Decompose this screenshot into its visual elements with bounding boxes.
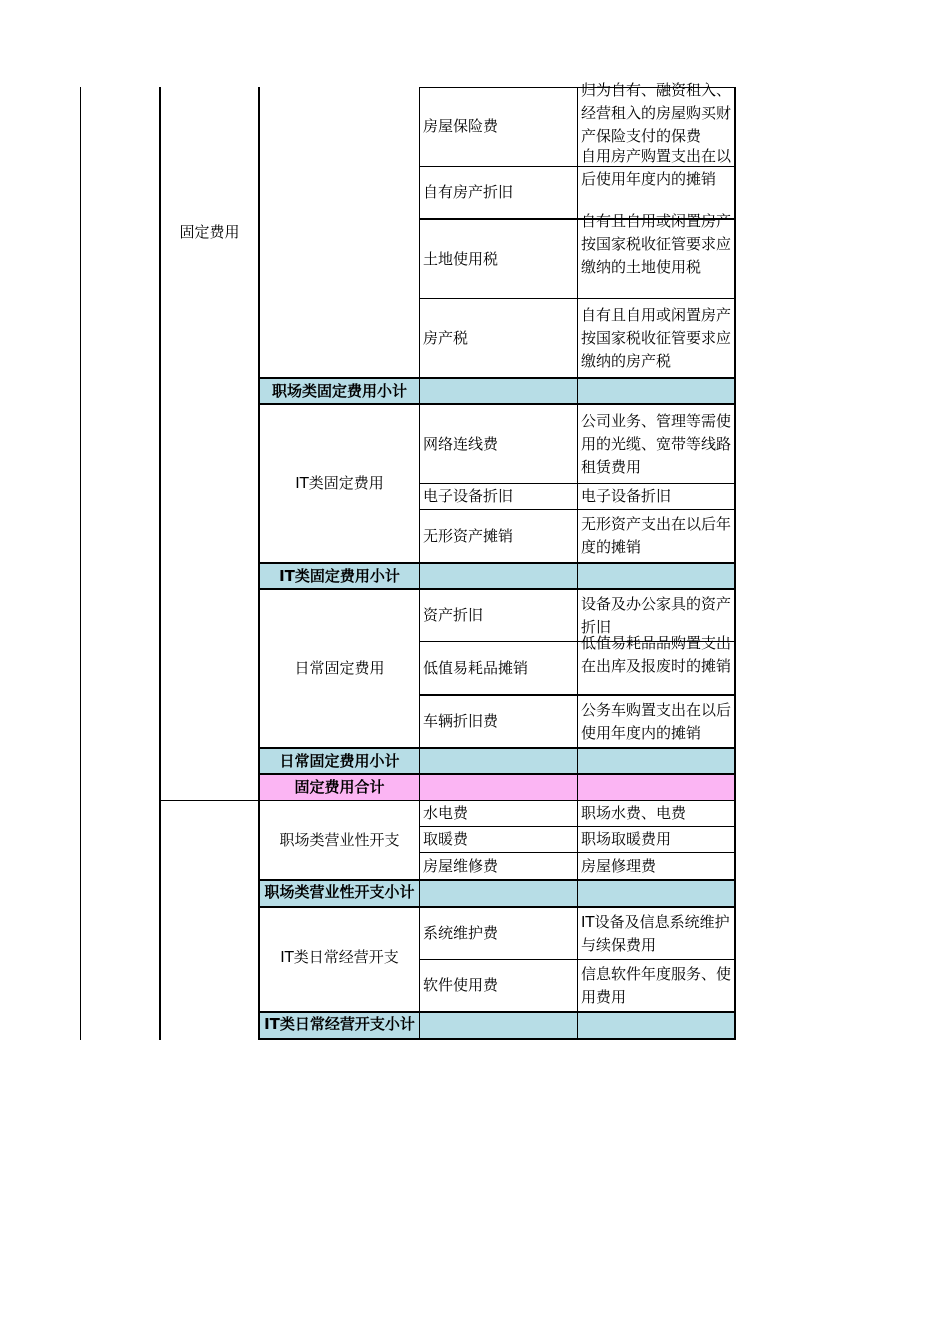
- item-name-software-usage: 软件使用费: [423, 976, 499, 994]
- it-fixed-subtotal: IT类固定费用小计: [279, 566, 400, 585]
- it-operating-category: IT类日常经营开支: [280, 947, 399, 966]
- item-desc-heating: 职场取暖费用: [581, 830, 672, 848]
- col-line-1: [80, 87, 81, 1040]
- it-operating-subtotal: IT类日常经营开支小计: [264, 1014, 415, 1033]
- item-name-property-tax: 房产税: [423, 328, 469, 347]
- daily-fixed-subtotal: 日常固定费用小计: [279, 751, 400, 770]
- item-name-building-insurance: 房屋保险费: [423, 117, 499, 135]
- item-desc-software-usage: 信息软件年度服务、使用费用: [581, 964, 732, 1006]
- item-name-building-repair: 房屋维修费: [423, 856, 499, 875]
- item-desc-property-depreciation: 自用房产购置支出在以后使用年度内的摊销: [581, 147, 732, 188]
- item-desc-building-insurance: 归为自有、融资租入、经营租入的房屋购买财产保险支付的保费: [581, 81, 732, 145]
- item-desc-asset-depreciation: 设备及办公家具的资产折旧: [581, 594, 732, 636]
- fixed-costs-total: 固定费用合计: [294, 778, 385, 796]
- item-name-vehicle-depreciation: 车辆折旧费: [423, 712, 499, 730]
- item-desc-water-electricity: 职场水费、电费: [581, 804, 687, 822]
- item-name-land-use-tax: 土地使用税: [423, 249, 499, 268]
- item-desc-intangible-amortization: 无形资产支出在以后年度的摊销: [581, 515, 732, 556]
- item-name-property-depreciation: 自有房产折旧: [423, 183, 514, 201]
- item-name-low-value-amortization: 低值易耗品摊销: [423, 658, 529, 677]
- item-name-system-maintenance: 系统维护费: [423, 924, 499, 942]
- item-desc-land-use-tax: 自有且自用或闲置房产按国家税收征管要求应缴纳的土地使用税: [581, 212, 732, 276]
- item-desc-property-tax: 自有且自用或闲置房产按国家税收征管要求应缴纳的房产税: [581, 305, 732, 370]
- it-fixed-category: IT类固定费用: [295, 474, 384, 492]
- item-name-network-line: 网络连线费: [423, 434, 499, 453]
- workplace-operating-category: 职场类营业性开支: [279, 830, 400, 849]
- item-desc-building-repair: 房屋修理费: [581, 856, 657, 875]
- item-name-intangible-amortization: 无形资产摊销: [423, 526, 514, 545]
- daily-fixed-category: 日常固定费用: [294, 659, 385, 677]
- item-desc-electronic-depreciation: 电子设备折旧: [581, 487, 672, 505]
- item-desc-network-line: 公司业务、管理等需使用的光缆、宽带等线路租赁费用: [581, 411, 732, 476]
- item-name-water-electricity: 水电费: [423, 804, 469, 822]
- workplace-fixed-subtotal: 职场类固定费用小计: [271, 381, 407, 400]
- item-name-electronic-depreciation: 电子设备折旧: [423, 487, 514, 505]
- item-name-heating: 取暖费: [423, 830, 469, 848]
- item-desc-system-maintenance: IT设备及信息系统维护与续保费用: [581, 912, 730, 954]
- fixed-costs-category: 固定费用: [179, 222, 240, 241]
- item-desc-vehicle-depreciation: 公务车购置支出在以后使用年度内的摊销: [581, 700, 732, 742]
- item-name-asset-depreciation: 资产折旧: [423, 606, 484, 624]
- item-desc-low-value-amortization: 低值易耗品品购置支出在出库及报废时的摊销: [581, 634, 732, 675]
- workplace-operating-subtotal: 职场类营业性开支小计: [264, 882, 415, 901]
